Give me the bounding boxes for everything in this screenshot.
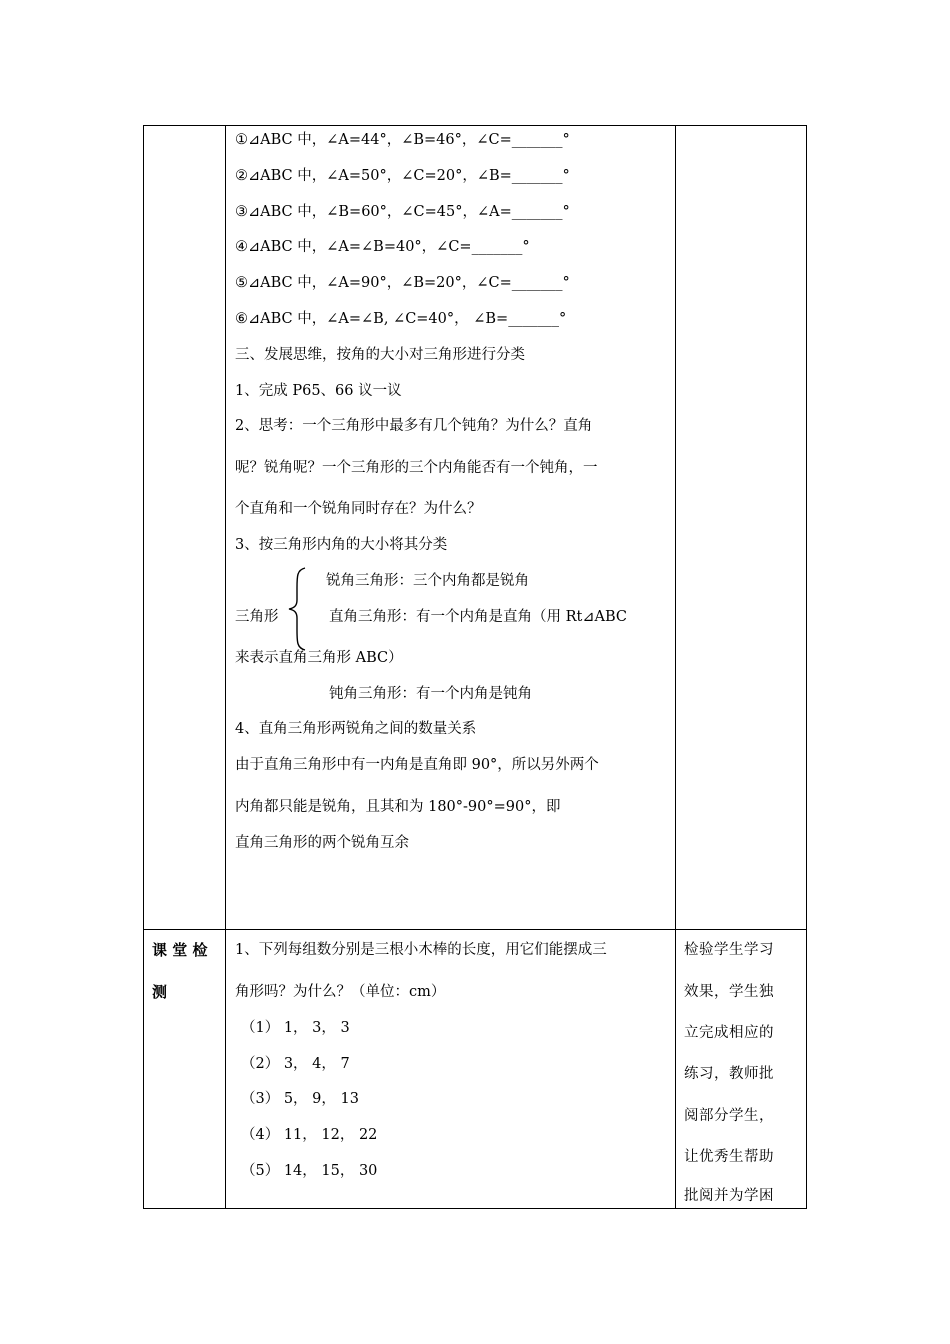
exercise-5: ⑤⊿ABC 中，∠A=90°，∠B=20°，∠C=_______° [235, 275, 570, 291]
item-4-line-2: 内角都只能是锐角，且其和为 180°-90°=90°，即 [235, 799, 561, 815]
exercise-1: ①⊿ABC 中，∠A=44°，∠B=46°，∠C=_______° [235, 132, 570, 148]
table-top-border [143, 125, 807, 126]
table-right-border [806, 125, 807, 1209]
check-section-label-line-2: 测 [152, 983, 168, 1001]
item-3: 3、按三角形内角的大小将其分类 [235, 537, 448, 553]
check-group-1: （1） 1， 3， 3 [241, 1020, 350, 1036]
exercise-3: ③⊿ABC 中，∠B=60°，∠C=45°，∠A=_______° [235, 204, 570, 220]
check-note-line-2: 效果，学生独 [684, 984, 774, 1000]
item-1: 1、完成 P65、66 议一议 [235, 383, 402, 399]
check-note-line-5: 阅部分学生， [684, 1108, 774, 1124]
exercise-4: ④⊿ABC 中，∠A=∠B=40°，∠C=_______° [235, 239, 530, 255]
check-section-label-line-1: 课 堂 检 [152, 941, 208, 959]
table-bottom-border [143, 1208, 807, 1209]
item-2-line-2: 呢？锐角呢？一个三角形的三个内角能否有一个钝角，一 [235, 460, 598, 476]
exercise-2: ②⊿ABC 中，∠A=50°，∠C=20°，∠B=_______° [235, 168, 570, 184]
item-2-line-3: 个直角和一个锐角同时存在？为什么？ [235, 501, 482, 517]
section-3-title: 三、发展思维，按角的大小对三角形进行分类 [235, 347, 525, 363]
classification-right-continued: 来表示直角三角形 ABC） [235, 650, 403, 666]
check-note-line-6: 让优秀生帮助 [684, 1149, 774, 1165]
table-column-divider-1 [225, 125, 226, 1209]
check-group-3: （3） 5， 9， 13 [241, 1091, 359, 1107]
classification-acute: 锐角三角形：三个内角都是锐角 [326, 573, 529, 589]
item-4-line-1: 由于直角三角形中有一内角是直角即 90°，所以另外两个 [235, 757, 599, 773]
check-note-line-7: 批阅并为学困 [684, 1188, 774, 1204]
item-4: 4、直角三角形两锐角之间的数量关系 [235, 721, 477, 737]
table-column-divider-2 [675, 125, 676, 1209]
classification-right: 直角三角形：有一个内角是直角（用 Rt⊿ABC [329, 609, 627, 625]
exercise-6: ⑥⊿ABC 中，∠A=∠B, ∠C=40°， ∠B=_______° [235, 311, 567, 327]
check-note-line-1: 检验学生学习 [684, 942, 774, 958]
table-row-divider [143, 929, 807, 930]
item-2-line-1: 2、思考：一个三角形中最多有几个钝角？为什么？直角 [235, 418, 593, 434]
check-question-line-1: 1、下列每组数分别是三根小木棒的长度，用它们能摆成三 [235, 942, 607, 958]
curly-brace-icon [287, 566, 309, 652]
check-group-2: （2） 3， 4， 7 [241, 1056, 350, 1072]
classification-obtuse: 钝角三角形：有一个内角是钝角 [329, 686, 532, 702]
classification-root: 三角形 [235, 609, 279, 625]
table-left-border [143, 125, 144, 1209]
item-4-line-3: 直角三角形的两个锐角互余 [235, 835, 409, 851]
check-note-line-4: 练习，教师批 [684, 1066, 774, 1082]
check-note-line-3: 立完成相应的 [684, 1025, 774, 1041]
check-group-4: （4） 11， 12， 22 [241, 1127, 378, 1143]
check-group-5: （5） 14， 15， 30 [241, 1163, 378, 1179]
check-question-line-2: 角形吗？为什么？（单位：cm） [235, 984, 446, 1000]
